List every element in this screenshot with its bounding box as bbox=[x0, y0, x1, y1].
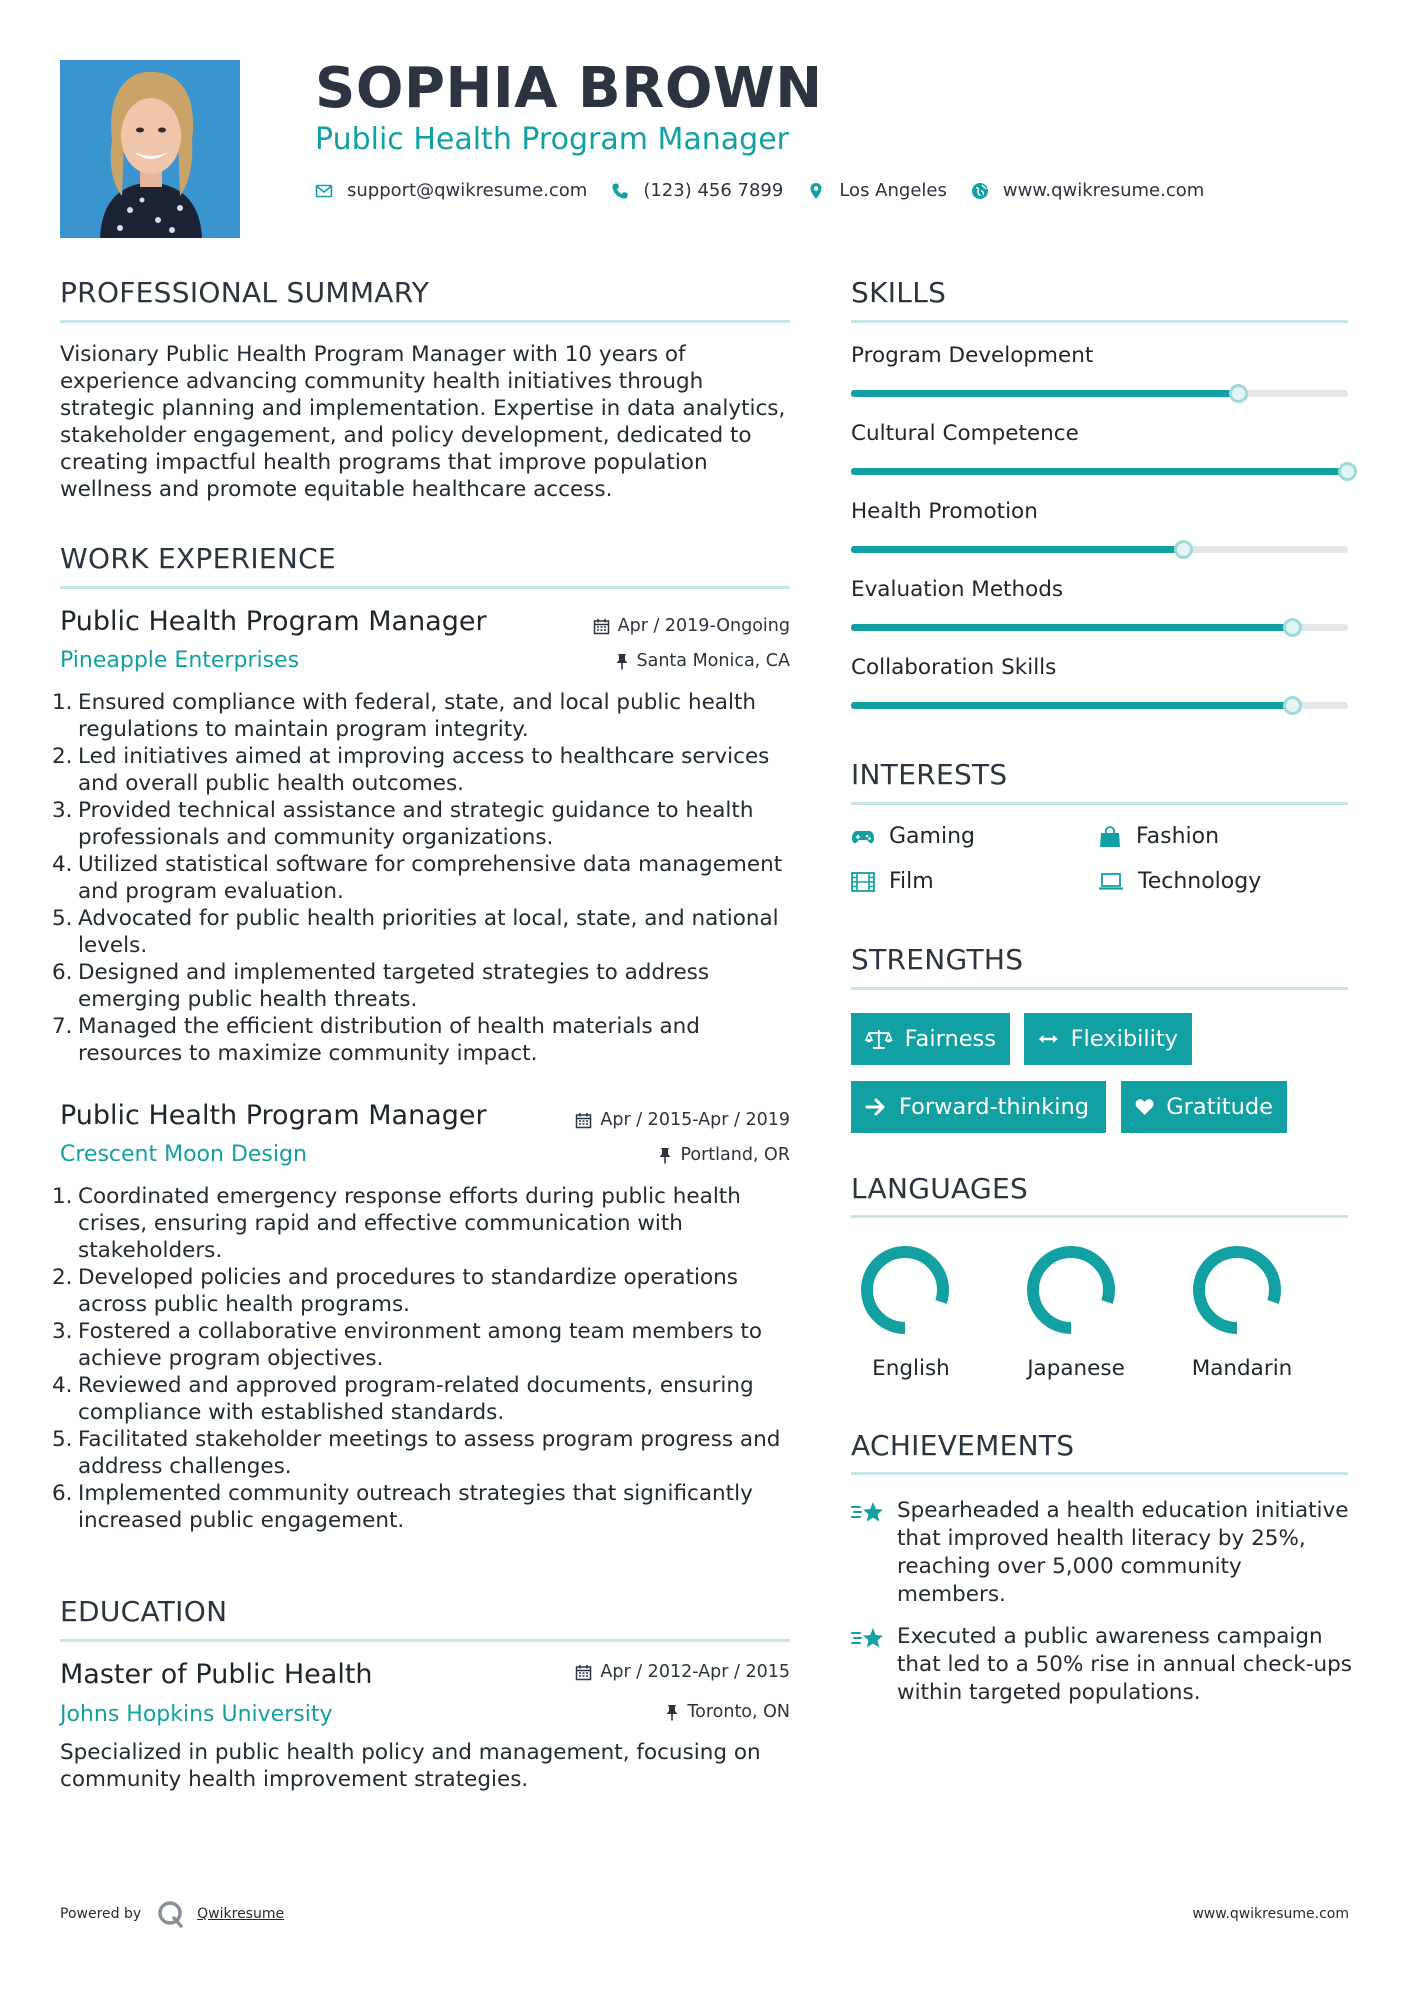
skill-bar-fill bbox=[851, 702, 1293, 709]
job-1-duty-text: Utilized statistical software for comprehensive data management and program evaluation. bbox=[78, 852, 783, 904]
website-text: www.qwikresume.com bbox=[1002, 180, 1205, 201]
envelope-icon bbox=[315, 182, 333, 200]
interest-label: Film bbox=[889, 869, 934, 894]
interests-heading: INTERESTS bbox=[851, 758, 1008, 791]
strength-label: Forward-thinking bbox=[899, 1094, 1090, 1120]
job-2-duty-text: Coordinated emergency response efforts during public health crises, ensuring rapid and effective communication with stakeholders. bbox=[78, 1184, 741, 1263]
shooting-star-icon bbox=[851, 1499, 885, 1527]
interest-gaming bbox=[851, 824, 975, 849]
skill-bar bbox=[851, 702, 1348, 709]
job-2-duty-text: Fostered a collaborative environment among team members to achieve program objectives. bbox=[78, 1319, 763, 1371]
education-divider bbox=[60, 1639, 790, 1642]
strength-fairness bbox=[851, 1013, 1010, 1065]
arrows-horizontal-icon bbox=[1038, 1032, 1059, 1046]
job-2-duty: 5. Facilitated stakeholder meetings to assess program progress and address challenges. bbox=[52, 1427, 781, 1479]
skill-bar-fill bbox=[851, 546, 1184, 553]
pushpin-icon bbox=[658, 1147, 672, 1164]
education-dates-text: Apr / 2012-Apr / 2015 bbox=[600, 1662, 790, 1682]
skill-bar-fill bbox=[851, 390, 1239, 397]
footer-powered-by bbox=[60, 1900, 284, 1928]
summary-divider bbox=[60, 320, 790, 323]
qwikresume-logo-icon bbox=[157, 1900, 185, 1928]
skill-bar-knob bbox=[1283, 618, 1302, 637]
language-label: Mandarin bbox=[1191, 1356, 1293, 1381]
education-heading: EDUCATION bbox=[60, 1595, 228, 1628]
job-1-duty: 2. Led initiatives aimed at improving access to healthcare services and overall public health outcomes. bbox=[52, 744, 770, 796]
job-2-location bbox=[658, 1145, 790, 1165]
summary-heading: PROFESSIONAL SUMMARY bbox=[60, 276, 430, 309]
map-pin-icon bbox=[807, 182, 825, 200]
language-label: English bbox=[872, 1356, 950, 1381]
job-1-title: Public Health Program Manager bbox=[60, 606, 487, 637]
job-2-dates bbox=[575, 1110, 790, 1130]
interest-fashion bbox=[1098, 824, 1219, 849]
skill-bar bbox=[851, 624, 1348, 631]
skills-divider bbox=[851, 320, 1348, 323]
globe-icon bbox=[971, 182, 989, 200]
job-1-dates bbox=[593, 616, 790, 636]
job-1-duty-text: Managed the efficient distribution of health materials and resources to maximize community impact. bbox=[78, 1014, 700, 1066]
skill-label: Cultural Competence bbox=[851, 421, 1079, 446]
gamepad-icon bbox=[851, 828, 875, 846]
laptop-icon bbox=[1098, 873, 1124, 891]
contact-phone[interactable] bbox=[611, 180, 783, 201]
strength-label: Fairness bbox=[904, 1026, 996, 1052]
email-text: support@qwikresume.com bbox=[347, 180, 588, 201]
contact-location bbox=[807, 180, 947, 201]
contact-website[interactable] bbox=[971, 180, 1204, 201]
education-dates bbox=[575, 1662, 790, 1682]
strength-label: Flexibility bbox=[1070, 1026, 1178, 1052]
language-proficiency-ring bbox=[1021, 1240, 1121, 1340]
calendar-icon bbox=[575, 1112, 592, 1129]
strength-forward-thinking bbox=[851, 1081, 1106, 1133]
achievement-text: Executed a public awareness campaign that led to a 50% rise in annual check-ups within targeted populations. bbox=[897, 1624, 1352, 1705]
experience-heading: WORK EXPERIENCE bbox=[60, 542, 336, 575]
job-2-duty: 2. Developed policies and procedures to standardize operations across public health programs. bbox=[52, 1265, 738, 1317]
arrow-right-icon bbox=[865, 1097, 887, 1117]
skill-bar-fill bbox=[851, 624, 1293, 631]
interest-technology bbox=[1098, 869, 1261, 894]
job-1-duty-text: Advocated for public health priorities at local, state, and national levels. bbox=[78, 906, 779, 958]
location-text: Los Angeles bbox=[839, 180, 947, 201]
achievement-text: Spearheaded a health education initiative that improved health literacy by 25%, reaching over 5,000 community members. bbox=[897, 1498, 1349, 1607]
achievements-heading: ACHIEVEMENTS bbox=[851, 1429, 1075, 1462]
candidate-name: SOPHIA BROWN bbox=[315, 56, 823, 121]
job-1-duty: 4. Utilized statistical software for comprehensive data management and program evaluation. bbox=[52, 852, 783, 904]
skill-bar-knob bbox=[1174, 540, 1193, 559]
strength-label: Gratitude bbox=[1166, 1094, 1273, 1120]
job-1-duty: 6. Designed and implemented targeted strategies to address emerging public health threats. bbox=[52, 960, 710, 1012]
job-1-dates-text: Apr / 2019-Ongoing bbox=[617, 616, 790, 636]
contact-bar bbox=[315, 180, 1228, 201]
film-icon bbox=[851, 872, 875, 892]
job-1-duty-text: Led initiatives aimed at improving access to healthcare services and overall public health outcomes. bbox=[78, 744, 770, 796]
job-2-duty-text: Facilitated stakeholder meetings to assess program progress and address challenges. bbox=[78, 1427, 781, 1479]
job-1-duty-text: Ensured compliance with federal, state, and local public health regulations to maintain program integrity. bbox=[78, 690, 757, 742]
job-1-company: Pineapple Enterprises bbox=[60, 648, 300, 673]
skill-bar-knob bbox=[1229, 384, 1248, 403]
skill-bar bbox=[851, 468, 1348, 475]
job-2-location-text: Portland, OR bbox=[680, 1145, 790, 1165]
powered-by-text: Powered by bbox=[60, 1906, 142, 1922]
language-label: Japanese bbox=[1027, 1356, 1125, 1381]
job-2-duty: 4. Reviewed and approved program-related documents, ensuring compliance with established standards. bbox=[52, 1373, 754, 1425]
skill-label: Evaluation Methods bbox=[851, 577, 1064, 602]
job-2-title: Public Health Program Manager bbox=[60, 1100, 487, 1131]
job-2-dates-text: Apr / 2015-Apr / 2019 bbox=[600, 1110, 790, 1130]
skill-bar-fill bbox=[851, 468, 1348, 475]
strengths-divider bbox=[851, 987, 1348, 990]
job-2-duty-text: Reviewed and approved program-related documents, ensuring compliance with established standards. bbox=[78, 1373, 754, 1425]
shooting-star-icon bbox=[851, 1625, 885, 1653]
interest-film bbox=[851, 869, 934, 894]
job-1-location bbox=[615, 651, 791, 671]
languages-heading: LANGUAGES bbox=[851, 1172, 1029, 1205]
skill-label: Program Development bbox=[851, 343, 1094, 368]
strength-flexibility bbox=[1024, 1013, 1192, 1065]
language-proficiency-ring bbox=[1187, 1240, 1287, 1340]
calendar-icon bbox=[575, 1664, 592, 1681]
skill-bar bbox=[851, 390, 1348, 397]
achievements-divider bbox=[851, 1472, 1348, 1475]
job-1-duty: 1. Ensured compliance with federal, state, and local public health regulations to maintain program integrity. bbox=[52, 690, 757, 742]
strengths-heading: STRENGTHS bbox=[851, 943, 1024, 976]
shopping-bag-icon bbox=[1098, 826, 1122, 848]
candidate-role: Public Health Program Manager bbox=[315, 122, 789, 157]
languages-divider bbox=[851, 1215, 1348, 1218]
footer-website[interactable]: www.qwikresume.com bbox=[1192, 1906, 1349, 1922]
heart-icon bbox=[1135, 1096, 1154, 1118]
phone-text: (123) 456 7899 bbox=[643, 180, 784, 201]
contact-email[interactable] bbox=[315, 180, 587, 201]
profile-photo-illustration bbox=[60, 60, 240, 238]
strength-gratitude bbox=[1121, 1081, 1287, 1133]
interest-label: Fashion bbox=[1136, 824, 1220, 849]
job-2-duty: 1. Coordinated emergency response efforts during public health crises, ensuring rapid and effective communication with stakeholders. bbox=[52, 1184, 741, 1263]
balance-scale-icon bbox=[865, 1028, 893, 1050]
job-1-duty: 3. Provided technical assistance and strategic guidance to health professionals and community organizations. bbox=[52, 798, 754, 850]
education-description: Specialized in public health policy and management, focusing on community health improvement strategies. bbox=[60, 1740, 761, 1792]
skill-label: Collaboration Skills bbox=[851, 655, 1057, 680]
interest-label: Technology bbox=[1138, 869, 1262, 894]
education-school: Johns Hopkins University bbox=[60, 1702, 333, 1727]
pushpin-icon bbox=[665, 1704, 679, 1721]
language-proficiency-ring bbox=[855, 1240, 955, 1340]
qwikresume-link[interactable]: Qwikresume bbox=[197, 1906, 285, 1922]
education-location-text: Toronto, ON bbox=[687, 1702, 790, 1722]
job-2-duties bbox=[52, 1183, 800, 1534]
job-1-duty-text: Provided technical assistance and strategic guidance to health professionals and community organizations. bbox=[78, 798, 754, 850]
job-1-duty: 7. Managed the efficient distribution of health materials and resources to maximize community impact. bbox=[52, 1014, 700, 1066]
job-2-duty: 3. Fostered a collaborative environment among team members to achieve program objectives. bbox=[52, 1319, 763, 1371]
job-2-company: Crescent Moon Design bbox=[60, 1142, 307, 1167]
skill-bar bbox=[851, 546, 1348, 553]
summary-text: Visionary Public Health Program Manager with 10 years of experience advancing community health initiatives through strategic planning and implementation. Expertise in data analytics, stakeholder engagement, and policy development, dedicated to creating impactful health programs that improve population wellness and promote equitable healthcare access. bbox=[60, 342, 786, 502]
calendar-icon bbox=[593, 618, 610, 635]
job-1-duties bbox=[52, 689, 800, 1067]
interests-divider bbox=[851, 802, 1348, 805]
experience-divider bbox=[60, 586, 790, 589]
job-2-duty: 6. Implemented community outreach strategies that significantly increased public engagement. bbox=[52, 1481, 753, 1533]
skill-bar-knob bbox=[1338, 462, 1357, 481]
job-2-duty-text: Implemented community outreach strategies that significantly increased public engagement. bbox=[78, 1481, 753, 1533]
education-degree: Master of Public Health bbox=[60, 1659, 373, 1690]
education-location bbox=[665, 1702, 790, 1722]
interest-label: Gaming bbox=[889, 824, 975, 849]
phone-icon bbox=[611, 182, 629, 200]
job-1-duty: 5. Advocated for public health priorities at local, state, and national levels. bbox=[52, 906, 779, 958]
job-1-location-text: Santa Monica, CA bbox=[636, 651, 790, 671]
profile-photo bbox=[60, 60, 240, 238]
skill-label: Health Promotion bbox=[851, 499, 1038, 524]
pushpin-icon bbox=[615, 653, 629, 670]
job-2-duty-text: Developed policies and procedures to standardize operations across public health programs. bbox=[78, 1265, 738, 1317]
job-1-duty-text: Designed and implemented targeted strategies to address emerging public health threats. bbox=[78, 960, 710, 1012]
skills-heading: SKILLS bbox=[851, 276, 947, 309]
skill-bar-knob bbox=[1283, 696, 1302, 715]
